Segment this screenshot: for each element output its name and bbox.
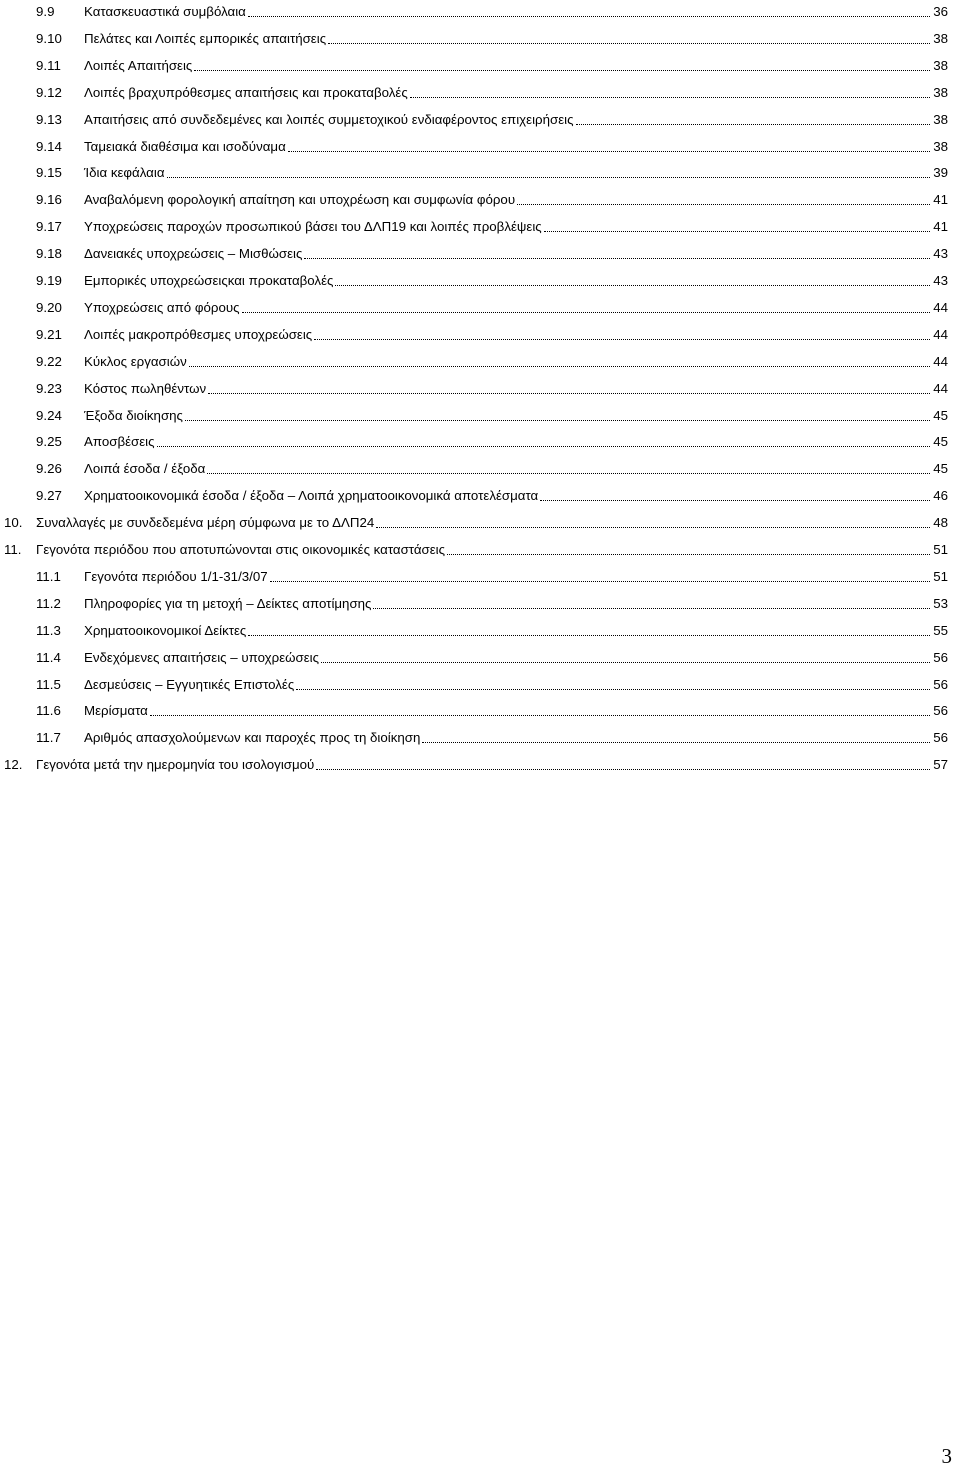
toc-entry[interactable] [0,108,960,128]
toc-leader-dots [208,393,930,394]
toc-entry-title: Υποχρεώσεις από φόρους [84,299,240,315]
toc-leader-dots [540,500,930,501]
toc-entry[interactable] [0,296,960,316]
toc-entry[interactable] [0,323,960,343]
toc-leader-dots [410,97,930,98]
toc-entry-page: 44 [933,353,948,369]
toc-entry-title: Κατασκευαστικά συμβόλαια [84,4,246,19]
toc-entry-title: Γεγονότα περιόδου 1/1-31/3/07 [84,568,268,584]
toc-entry-number: 10. [4,515,23,531]
toc-entry-page: 45 [933,434,948,450]
toc-entry-number: 9.12 [36,84,62,100]
toc-entry-title: Αναβαλόμενη φορολογική απαίτηση και υποχρέωση και συμφωνία φόρου [84,192,516,208]
toc-entry-page: 45 [933,407,948,423]
toc-entry-number: 11.1 [36,568,61,584]
toc-entry-title: Αριθμός απασχολούμενων και παροχές προς τη διοίκηση [84,730,421,746]
toc-leader-dots [576,124,931,125]
toc-entry-number: 11. [4,542,22,557]
toc-entry[interactable] [0,565,960,585]
toc-entry-number: 9.10 [36,30,62,46]
toc-entry-number: 9.19 [36,273,62,288]
toc-entry-page: 41 [933,219,948,235]
toc-entry-number: 11.3 [36,622,61,638]
toc-leader-dots [242,312,931,313]
toc-entry[interactable] [0,699,960,719]
toc-entry-page: 43 [933,246,948,262]
toc-entry[interactable] [0,54,960,74]
toc-entry[interactable] [0,538,960,558]
toc-leader-dots [189,366,930,367]
toc-entry-page: 57 [933,757,948,773]
toc-entry-page: 38 [933,30,948,46]
toc-entry-number: 9.17 [36,219,62,235]
toc-entry-page: 44 [933,326,948,342]
toc-entry-number: 12. [4,757,23,773]
toc-entry[interactable] [0,430,960,450]
toc-entry-title: Δεσμεύσεις – Εγγυητικές Επιστολές [84,676,295,692]
toc-entry-page: 39 [933,165,948,181]
toc-entry-number: 9.9 [36,4,55,19]
toc-leader-dots [328,43,930,44]
toc-entry-page: 38 [933,138,948,154]
toc-entry[interactable] [0,242,960,262]
toc-entry-title: Λοιπά έσοδα / έξοδα [84,461,206,477]
toc-entry-page: 48 [933,515,948,531]
toc-entry[interactable] [0,269,960,289]
toc-entry-number: 9.27 [36,488,62,504]
toc-entry[interactable] [0,188,960,208]
toc-leader-dots [207,473,930,474]
toc-leader-dots [248,635,930,636]
toc-leader-dots [288,151,930,152]
toc-entry-title: Κύκλος εργασιών [84,353,187,369]
toc-entry[interactable] [0,592,960,612]
toc-entry[interactable] [0,215,960,235]
toc-entry-number: 9.20 [36,299,62,315]
toc-entry-title: Χρηματοοικονομικοί Δείκτες [84,622,247,638]
toc-leader-dots [373,608,930,609]
toc-entry-number: 9.24 [36,407,62,423]
toc-entry-number: 11.5 [36,676,61,692]
toc-entry-number: 9.16 [36,192,62,208]
toc-entry-title: Ενδεχόμενες απαιτήσεις – υποχρεώσεις [84,649,320,665]
toc-leader-dots [157,446,931,447]
toc-entry-title: Πληροφορίες για τη μετοχή – Δείκτες αποτίμησης [84,595,372,611]
toc-leader-dots [194,70,930,71]
toc-entry-page: 38 [933,111,948,127]
toc-entry-number: 11.7 [36,730,61,746]
toc-entry-number: 11.6 [36,703,61,719]
toc-entry[interactable] [0,377,960,397]
toc-entry-title: Πελάτες και Λοιπές εμπορικές απαιτήσεις [84,30,327,46]
toc-entry-title: Εμπορικές υποχρεώσειςκαι προκαταβολές [84,273,334,288]
toc-entry-page: 43 [933,273,948,288]
toc-entry-number: 9.18 [36,246,62,262]
toc-leader-dots [314,339,930,340]
toc-leader-dots [270,581,931,582]
toc-leader-dots [316,769,930,770]
toc-entry-title: Υποχρεώσεις παροχών προσωπικού βάσει του ΔΛΠ19 και λοιπές προβλέψεις [84,219,542,235]
toc-entry-number: 11.2 [36,595,61,611]
toc-entry-number: 9.22 [36,353,62,369]
toc-entry-page: 53 [933,595,948,611]
toc-entry-title: Έξοδα διοίκησης [84,407,183,423]
toc-entry-number: 9.14 [36,138,62,154]
toc-leader-dots [422,742,930,743]
toc-entry-title: Μερίσματα [84,703,148,719]
toc-entry-page: 45 [933,461,948,477]
toc-entry-page: 38 [933,57,948,73]
toc-entry-page: 38 [933,84,948,100]
toc-leader-dots [167,177,931,178]
toc-entry-page: 51 [933,568,948,584]
toc-entry-number: 9.11 [36,57,61,73]
toc-leader-dots [185,420,930,421]
toc-entry-page: 56 [933,703,948,719]
toc-entry-title: Λοιπές Απαιτήσεις [84,57,193,73]
toc-entry-number: 9.26 [36,461,62,477]
toc-entry-page: 56 [933,676,948,692]
toc-entry[interactable] [0,27,960,47]
toc-leader-dots [517,204,930,205]
toc-entry-title: Γεγονότα περιόδου που αποτυπώνονται στις οικονομικές καταστάσεις [36,542,446,557]
toc-leader-dots [335,285,930,286]
toc-entry-number: 9.23 [36,380,62,396]
page-number: 3 [941,1444,952,1468]
toc-entry[interactable] [0,81,960,101]
toc-entry-number: 9.15 [36,165,62,181]
toc-leader-dots [304,258,930,259]
toc-entry-page: 44 [933,380,948,396]
toc-entry-page: 56 [933,649,948,665]
toc-leader-dots [376,527,930,528]
toc-entry[interactable] [0,0,960,20]
toc-entry-page: 55 [933,622,948,638]
toc-leader-dots [150,715,930,716]
toc-entry-page: 36 [933,4,948,19]
toc-entry[interactable] [0,511,960,531]
toc-entry[interactable] [0,161,960,181]
toc-entry-page: 56 [933,730,948,746]
toc-entry-title: Συναλλαγές με συνδεδεμένα μέρη σύμφωνα με το ΔΛΠ24 [36,515,375,531]
toc-entry[interactable] [0,673,960,693]
toc-entry-title: Λοιπές μακροπρόθεσμες υποχρεώσεις [84,326,313,342]
toc-entry-title: Κόστος πωληθέντων [84,380,207,396]
toc-entry-title: Γεγονότα μετά την ημερομηνία του ισολογισμού [36,757,315,773]
toc-entry[interactable] [0,646,960,666]
toc-entry-title: Ταμειακά διαθέσιμα και ισοδύναμα [84,138,286,154]
toc-entry-title: Δανειακές υποχρεώσεις – Μισθώσεις [84,246,303,262]
toc-entry[interactable] [0,350,960,370]
toc-entry[interactable] [0,135,960,155]
toc-entry[interactable] [0,457,960,477]
toc-entry-page: 41 [933,192,948,208]
toc-entry-number: 11.4 [36,649,61,665]
toc-entry-number: 9.25 [36,434,62,450]
toc-entry-page: 44 [933,299,948,315]
toc-leader-dots [296,689,930,690]
toc-entry[interactable] [0,753,960,773]
toc-entry-number: 9.21 [36,326,62,342]
toc-entry-page: 51 [933,542,948,557]
toc-entry-title: Απαιτήσεις από συνδεδεμένες και λοιπές συμμετοχικού ενδιαφέροντος επιχειρήσεις [84,111,574,127]
toc-entry-title: Λοιπές βραχυπρόθεσμες απαιτήσεις και προκαταβολές [84,84,408,100]
toc-entry[interactable] [0,619,960,639]
toc-entry[interactable] [0,726,960,746]
toc-leader-dots [544,231,931,232]
toc-entry-title: Αποσβέσεις [84,434,155,450]
toc-leader-dots [248,16,930,17]
toc-entry-number: 9.13 [36,111,62,127]
toc-entry[interactable] [0,404,960,424]
toc-entry-title: Ίδια κεφάλαια [84,165,165,181]
toc-entry[interactable] [0,484,960,504]
toc-entry-page: 46 [933,488,948,504]
toc-leader-dots [321,662,930,663]
toc-entry-title: Χρηματοοικονομικά έσοδα / έξοδα – Λοιπά χρηματοοικονομικά αποτελέσματα [84,488,539,504]
toc-leader-dots [447,554,930,555]
